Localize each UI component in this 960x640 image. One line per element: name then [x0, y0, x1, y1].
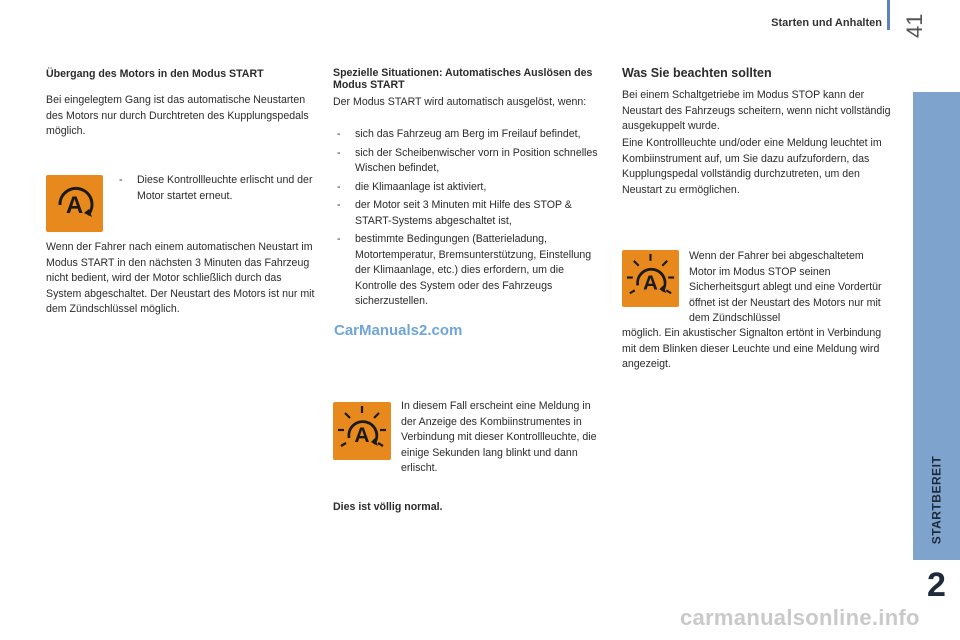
list-item: - bestimmte Bedingungen (Batterieladung, Motortemperatur, Bremsunterstützung, Einstellung der Klimaanlage, etc.) dies erfordern, um die Kontrolle des System oder des Fahrzeugs sicherzustellen. [333, 232, 605, 310]
auto-start-flash-icon [333, 402, 391, 460]
col2-icon-text: In diesem Fall erscheint eine Meldung in der Anzeige des Kombiinstrumentes in Verbindung mit dieser Kontrollleuchte, die einige Sekunden lang blinkt und dann erlischt. [401, 400, 597, 474]
chapter-number: 2 [927, 566, 946, 604]
running-header: Starten und Anhalten [771, 17, 882, 29]
list-item: - sich das Fahrzeug am Berg im Freilauf befindet, [333, 127, 605, 143]
list-item: - sich der Scheibenwischer vorn in Position schnelles Wischen befindet, [333, 146, 605, 177]
col1-heading: Übergang des Motors in den Modus START [46, 68, 264, 80]
auto-start-icon [46, 175, 103, 232]
col2-condition-list [333, 127, 605, 313]
watermark-logo: CarManuals2.com [334, 322, 463, 339]
col1-icon-caption: - Diese Kontrollleuchte erlischt und der Motor startet erneut. [115, 173, 320, 207]
col1-paragraph-2: Wenn der Fahrer nach einem automatischen Neustart im Modus START in den nächsten 3 Minuten das Fahrzeug nicht bedient, wird der Motor schließlich durch das System abgeschaltet. Der Neustart des Motors ist nur mit dem Zündschlüssel möglich. [46, 241, 315, 315]
chapter-sidebar [913, 92, 960, 640]
list-item: - der Motor seit 3 Minuten mit Hilfe des STOP & START-Systems abgeschaltet ist, [333, 198, 605, 229]
col3-paragraph-2: Eine Kontrollleuchte und/oder eine Meldung leuchtet im Kombiinstrument auf, um Sie dazu aufzufordern, das Kupplungspedal vollständig durchzutreten, um den Neustart zu ermöglichen. [622, 137, 882, 196]
list-item: - die Klimaanlage ist aktiviert, [333, 180, 605, 196]
col1-paragraph-1: Bei eingelegtem Gang ist das automatische Neustarten des Motors nur durch Durchtreten des Kupplungspedals möglich. [46, 94, 309, 137]
col3-icon-text: Wenn der Fahrer bei abgeschaltetem Motor im Modus STOP seinen Sicherheitsgurt ablegt und eine Vordertür öffnet ist der Neustart des Motors nur mit dem Zündschlüssel [689, 250, 882, 324]
svg-text:A: A [643, 271, 658, 295]
auto-start-flash-icon [622, 250, 679, 307]
svg-text:A: A [65, 192, 84, 219]
page-number: 41 [902, 13, 927, 38]
header-rule [887, 0, 890, 30]
col3-paragraph-1: Bei einem Schaltgetriebe im Modus STOP kann der Neustart des Fahrzeugs scheitern, wenn nicht vollständig ausgekuppelt wurde. [622, 89, 891, 132]
col3-heading: Was Sie beachten sollten [622, 66, 772, 80]
col2-closing: Dies ist völlig normal. [333, 501, 443, 513]
col2-intro: Der Modus START wird automatisch ausgelöst, wenn: [333, 96, 587, 108]
chapter-label: STARTBEREIT [929, 455, 944, 545]
col3-icon-text-continued: möglich. Ein akustischer Signalton ertönt in Verbindung mit dem Blinken dieser Leuchte und eine Meldung wird angezeigt. [622, 327, 882, 370]
svg-text:A: A [354, 424, 370, 447]
footer-watermark: carmanualsonline.info [680, 605, 920, 630]
col2-heading: Spezielle Situationen: Automatisches Auslösen des Modus START [333, 67, 593, 91]
